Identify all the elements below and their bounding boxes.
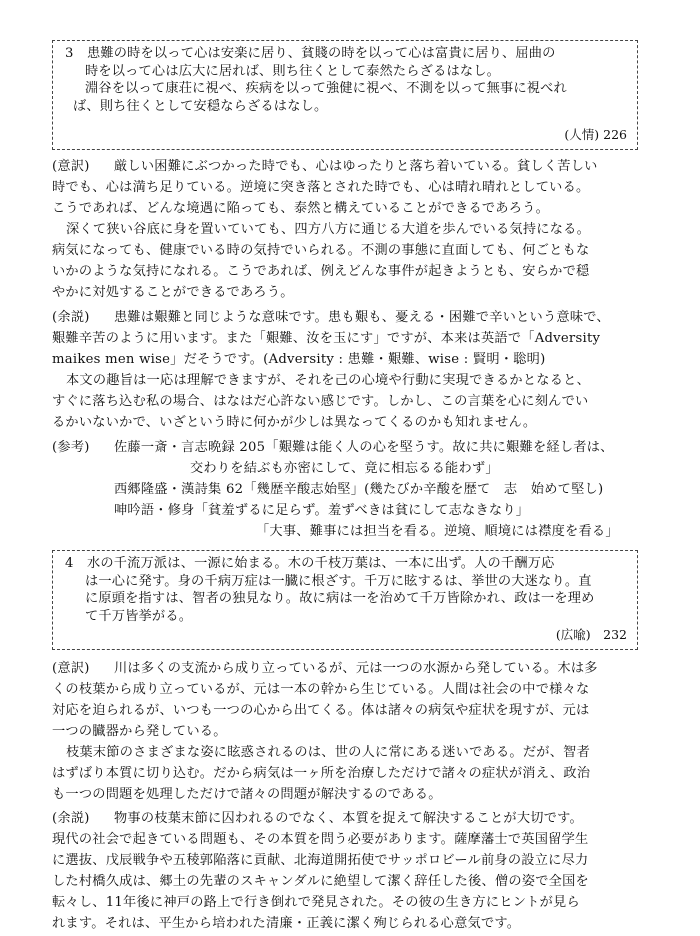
passage-source: (人情) 226 (564, 127, 627, 142)
text-line: 本文の趣旨は一応は理解できますが、それを己の心境や行動に実現できるかとなると、 (66, 373, 591, 388)
passage-source: (広喩) 232 (555, 627, 627, 642)
text-line: こうであれば、どんな境遇に陥っても、泰然と構えていることができるであろう。 (52, 201, 550, 216)
text-line: に選抜、戊辰戦争や五稜郭陥落に貢献、北海道開拓使でサッポロビール前身の設立に尽力 (52, 853, 589, 868)
text-line: やかに対処することができるであろう。 (52, 285, 294, 300)
text-line: るかいないかで、いざという時に何かが少しは異なってくるのかも知れません。 (52, 415, 537, 430)
text-line: 厳しい困難にぶつかった時でも、心はゆったりと落ち着いている。貧しく苦しい (114, 159, 598, 174)
passage-line: は一心に発す。身の千病万症は一臓に根ざす。千万に眩するは、挙世の大迷なり。直 (85, 573, 592, 589)
text-line: くの枝葉から成り立っているが、元は一本の幹から生じている。人間は社会の中で様々な (52, 682, 590, 697)
text-line: 艱難辛苦のように用います。また「艱難、汝を玉にす」ですが、本来は英語で「Adversity (52, 331, 601, 346)
text-line: すぐに落ち込む私の場合、はなはだ心許ない感じです。しかし、この言葉を心に刻んでい (52, 394, 589, 409)
reference-line: 「大事、難事には担当を看る。逆境、順境には襟度を看る」 (256, 524, 619, 539)
text-line: 物事の枝葉末節に囚われるのでなく、本質を捉えて解決することが大切です。 (114, 811, 583, 826)
text-line: した村橋久成は、郷土の先輩のスキャンダルに絶望して潔く辞任した後、僧の姿で全国を (52, 874, 589, 889)
text-line: も一つの問題を処理しただけで諸々の問題が解決するのである。 (52, 787, 442, 802)
references-3 (52, 437, 652, 542)
passage-line: ば、則ち往くとして安穏ならざるはなし。 (73, 98, 328, 114)
text-line: はずばり本質に切り込む。だから病気は一ヶ所を治療しただけで諸々の症状が消え、政治 (52, 766, 591, 781)
text-line: 転々し、11年後に神戸の路上で行き倒れで発見された。その彼の生き方にヒントが見ら (52, 895, 580, 910)
references-label: (参考) (52, 440, 90, 455)
reference-line: 交わりを結ぶも亦密にして、竟に相忘るる能わず」 (190, 461, 499, 476)
text-line: 時でも、心は満ち足りている。逆境に突き落とされた時でも、心は晴れ晴れとしている。 (52, 180, 590, 195)
commentary-3 (52, 307, 652, 433)
paraphrase-4 (52, 658, 652, 805)
paraphrase-3 (52, 156, 652, 303)
passage-line: 時を以って心は広大に居れば、則ち往くとして泰然たらざるはなし。 (85, 63, 501, 79)
text-line: 川は多くの支流から成り立っているが、元は一つの水源から発している。木は多 (114, 661, 598, 676)
commentary-4 (52, 808, 652, 934)
commentary-label: (余説) (52, 310, 90, 325)
passage-box-4 (52, 550, 638, 650)
paraphrase-label: (意訳) (52, 159, 90, 174)
text-line: maikes men wise」だそうです。(Adversity : 患難・艱難、wise : 賢明・聡明) (52, 352, 546, 367)
text-line: 現代の社会で起きている問題も、その本質を問う必要があります。薩摩藩士で英国留学生 (52, 832, 589, 847)
passage-line: 3 患難の時を以って心は安楽に居り、貧賤の時を以って心は富貴に居り、屈曲の (65, 46, 556, 61)
paraphrase-label: (意訳) (52, 661, 90, 676)
text-line: 一つの臓器から発している。 (52, 724, 227, 739)
text-line: 対応を迫られるが、いつも一つの心から出てくる。体は諸々の病気や症状を現すが、元は (52, 703, 590, 718)
text-line: れます。それは、平生から培われた清廉・正義に潔く殉じられる心意気です。 (52, 916, 521, 931)
text-line: 病気になっても、健康でいる時の気持でいられる。不測の事態に直面しても、何ごともな (52, 243, 590, 258)
text-line: いかのような気持になれる。こうであれば、例えどんな事件が起きようとも、安らかで穏 (52, 264, 590, 279)
text-line: 深くて狭い谷底に身を置いていても、四方八方に通じる大道を歩んでいる気持になる。 (66, 222, 591, 237)
reference-line: 呻吟語・修身「貧羞ずるに足らず。羞ずべきは貧にして志なきなり」 (114, 503, 530, 518)
reference-line: 西郷隆盛・漢詩集 62「幾歴辛酸志始堅」(幾たびか辛酸を歴て 志 始めて堅し) (114, 482, 604, 497)
passage-line: て千万皆挙がる。 (85, 608, 193, 624)
passage-box-3 (52, 40, 638, 150)
passage-line: 淵谷を以って康荘に視べ、疾病を以って強健に視べ、不測を以って無事に視べれ (85, 81, 567, 96)
passage-line: に原頭を指すは、智者の独見なり。故に病は一を治めて千万皆除かれ、政は一を理め (85, 591, 595, 606)
reference-line: 佐藤一斎・言志晩録 205「艱難は能く人の心を堅うす。故に共に艱難を経し者は、 (114, 440, 614, 455)
commentary-label: (余説) (52, 811, 90, 826)
text-line: 枝葉末節のさまざまな姿に眩惑されるのは、世の人に常にある迷いである。だが、智者 (66, 745, 591, 760)
passage-line: 4 水の千流万派は、一源に始まる。木の千枝万葉は、一本に出ず。人の千酬万応 (65, 556, 555, 571)
text-line: 患難は艱難と同じような意味です。患も艱も、憂える・困難で辛いという意味で、 (114, 310, 610, 325)
